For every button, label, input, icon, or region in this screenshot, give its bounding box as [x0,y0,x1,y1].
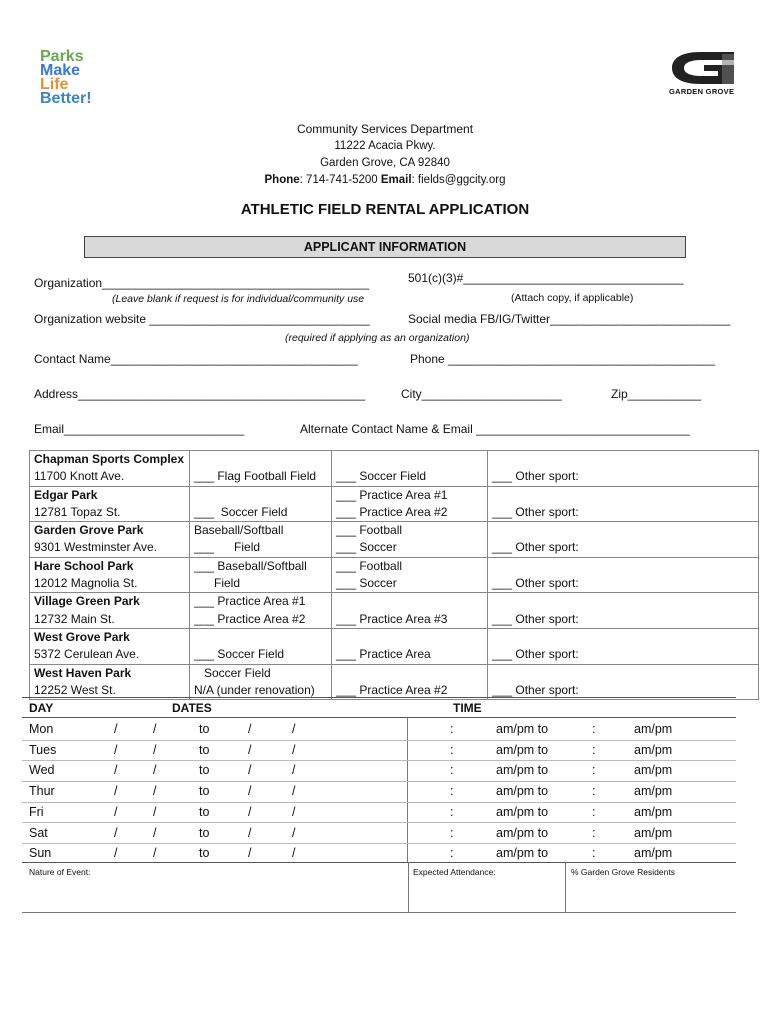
logo-line: Better! [40,90,92,107]
facility-option: ___ Other sport: [492,504,579,519]
ampm-to-label: am/pm to [496,825,549,840]
department-address: 11222 Acacia Pkwy. [334,140,436,152]
city-field[interactable]: City_____________________ [401,387,562,401]
park-cell [30,628,190,664]
logo-line: Life [40,76,69,93]
time-colon: : [592,825,596,840]
facility-col1[interactable] [190,557,332,593]
facility-col1[interactable] [190,628,332,664]
facility-option [194,451,327,468]
page-title: ATHLETIC FIELD RENTAL APPLICATION [240,201,530,218]
time-colon: : [450,784,454,799]
date-slash: / [248,763,252,778]
time-colon: : [450,846,454,861]
time-colon: : [592,784,596,799]
section-header: APPLICANT INFORMATION [84,236,686,258]
time-colon: : [450,742,454,757]
park-name: West Grove Park [34,629,130,644]
facility-col3[interactable] [488,628,759,664]
expected-attendance-field[interactable]: Expected Attendance: [413,867,496,877]
email-label: Email [380,174,412,186]
to-label: to [199,742,210,757]
park-name: Chapman Sports Complex [34,452,185,466]
garden-grove-logo-text: GARDEN GROVE [669,87,735,96]
to-label: to [199,846,210,861]
facility-option [336,665,483,682]
ampm-label: am/pm [634,846,673,861]
email-field[interactable]: Email___________________________ [34,422,245,436]
garden-grove-g-logo-icon [670,50,736,86]
schedule-row[interactable] [29,803,737,823]
date-slash: / [248,722,252,736]
organization-website-field[interactable]: Organization website _________________________________ [34,312,370,326]
facility-option: ___ Soccer Field [194,647,285,662]
ampm-to-label: am/pm to [496,722,549,736]
facility-col3[interactable] [488,664,759,700]
facility-option [194,487,327,504]
facility-col2[interactable] [332,593,488,629]
facility-col2[interactable] [332,628,488,664]
facility-option: ___ Practice Area #2 [336,504,448,519]
park-row [30,451,759,487]
facility-option [492,558,754,575]
ampm-to-label: am/pm to [496,742,549,757]
day-label: Sat [29,825,48,840]
date-slash: / [248,846,252,861]
facility-option: ___ Practice Area #3 [336,611,448,626]
column-divider [408,862,409,912]
date-slash: / [292,722,296,736]
day-header: DAY [29,701,54,715]
facility-col2[interactable] [332,486,488,522]
facility-option: ___ Field [194,540,261,555]
park-cell [30,557,190,593]
facility-option: ___ Practice Area #1 [194,594,306,609]
organization-field[interactable]: Organization________________________________________ [34,276,369,290]
facility-option: ___ Other sport: [492,682,579,697]
park-name: Edgar Park [34,487,98,502]
divider [22,697,736,698]
ampm-label: am/pm [634,784,673,799]
nonprofit-note: (Attach copy, if applicable) [511,292,634,304]
facility-option: ___ Other sport: [492,540,579,555]
park-address: 12252 West St. [34,682,116,697]
facility-col3[interactable] [488,557,759,593]
park-cell [30,664,190,700]
date-slash: / [114,825,118,840]
park-name: Village Green Park [34,594,140,609]
department-name: Community Services Department [296,122,474,136]
park-address: 9301 Westminster Ave. [34,540,157,555]
time-colon: : [592,742,596,757]
address-field[interactable]: Address___________________________________________ [34,387,365,401]
facility-option: ___ Other sport: [492,469,579,484]
to-label: to [199,825,210,840]
facility-option [492,665,754,682]
phone-value: : 714-741-5200 [299,174,381,186]
date-slash: / [153,825,157,840]
logo-line: Make [40,62,81,79]
facility-option: ___ Football [336,523,403,538]
day-label: Fri [29,804,44,819]
facility-col3[interactable] [488,486,759,522]
park-row [30,557,759,593]
facility-option: ___ Practice Area [336,647,431,662]
date-slash: / [153,742,157,757]
schedule-row[interactable] [29,761,737,781]
date-slash: / [114,784,118,799]
to-label: to [199,784,210,799]
facility-option [336,593,483,610]
park-row [30,522,759,558]
date-slash: / [153,846,157,861]
park-row [30,593,759,629]
time-colon: : [450,722,454,736]
facility-option: ___ Football [336,558,403,573]
park-cell [30,593,190,629]
date-slash: / [114,763,118,778]
facility-option [336,629,483,646]
facility-option: N/A (under renovation) [194,682,315,697]
park-name: Garden Grove Park [34,523,144,538]
facility-option: ___ Baseball/Softball [194,558,307,573]
facility-col2[interactable] [332,664,488,700]
facility-option: ___ Soccer Field [194,504,288,519]
date-slash: / [153,804,157,819]
to-label: to [199,722,210,736]
parks-make-life-better-logo [40,50,92,106]
date-slash: / [248,825,252,840]
facility-col2[interactable] [332,451,488,487]
park-address: 12781 Topaz St. [34,504,121,519]
facility-option [336,451,483,468]
day-label: Sun [29,846,52,861]
facility-col1[interactable] [190,593,332,629]
facility-option [492,487,754,504]
organization-note: (Leave blank if request is for individual/community use [112,293,365,305]
schedule-row[interactable] [29,741,737,761]
park-row [30,628,759,664]
facility-option [492,522,754,539]
ampm-label: am/pm [634,742,673,757]
park-address: 5372 Cerulean Ave. [34,647,140,662]
time-colon: : [450,763,454,778]
date-slash: / [292,784,296,799]
facility-option [492,451,754,468]
day-label: Tues [29,742,57,757]
park-address: 12012 Magnolia St. [34,576,138,591]
facility-col2[interactable] [332,557,488,593]
park-cell [30,522,190,558]
divider [22,717,736,718]
facility-option: Baseball/Softball [194,523,284,538]
facility-option: ___ Practice Area #1 [336,487,448,502]
day-label: Mon [29,722,54,736]
phone-label: Phone [264,174,300,186]
ampm-to-label: am/pm to [496,784,549,799]
park-facility-table [29,450,759,700]
email-value: : fields@ggcity.org [411,174,506,186]
date-slash: / [114,804,118,819]
facility-option: ___ Practice Area #2 [194,611,306,626]
to-label: to [199,763,210,778]
ampm-label: am/pm [634,722,673,736]
date-slash: / [153,784,157,799]
date-slash: / [292,846,296,861]
contact-line [0,174,770,186]
to-label: to [199,804,210,819]
facility-option: Soccer Field [194,665,271,680]
date-slash: / [292,804,296,819]
facility-option: ___ Soccer [336,540,397,555]
park-address: 12732 Main St. [34,611,115,626]
phone-field[interactable]: Phone ________________________________________ [410,352,715,366]
time-colon: : [592,722,596,736]
time-colon: : [450,804,454,819]
time-colon: : [592,763,596,778]
alternate-contact-field[interactable]: Alternate Contact Name & Email ________________________________ [300,422,690,436]
facility-col3[interactable] [488,522,759,558]
contact-name-field[interactable]: Contact Name_____________________________________ [34,352,358,366]
ampm-label: am/pm [634,763,673,778]
footer-fields [22,862,736,913]
facility-col3[interactable] [488,593,759,629]
date-slash: / [248,742,252,757]
date-slash: / [114,722,118,736]
facility-option [492,629,754,646]
facility-option: ___ Other sport: [492,576,579,591]
facility-option: ___ Other sport: [492,647,579,662]
ampm-to-label: am/pm to [496,763,549,778]
divider [22,862,736,863]
facility-col2[interactable] [332,522,488,558]
zip-field[interactable]: Zip___________ [611,387,702,401]
date-slash: / [114,742,118,757]
time-colon: : [450,825,454,840]
facility-col1[interactable] [190,522,332,558]
ampm-to-label: am/pm to [496,846,549,861]
time-header: TIME [453,701,482,715]
facility-col3[interactable] [488,451,759,487]
park-address: 11700 Knott Ave. [34,469,125,484]
ampm-label: am/pm [634,804,673,819]
facility-option: ___ Flag Football Field [194,469,317,484]
time-colon: : [592,846,596,861]
day-label: Thur [29,784,55,799]
nonprofit-number-field[interactable]: 501(c)(3)#_________________________________ [408,271,684,285]
ampm-to-label: am/pm to [496,804,549,819]
column-divider [565,862,566,912]
park-name: West Haven Park [34,665,132,680]
day-label: Wed [29,763,55,778]
facility-option: ___ Soccer Field [336,469,427,484]
park-cell [30,486,190,522]
ampm-label: am/pm [634,825,673,840]
park-name: Hare School Park [34,558,134,573]
facility-option: ___ Practice Area #2 [336,682,448,697]
facility-option [194,629,327,646]
date-slash: / [114,846,118,861]
facility-col1[interactable] [190,664,332,700]
date-slash: / [292,763,296,778]
required-note: (required if applying as an organization) [285,332,470,344]
logo-line: Parks [40,48,84,65]
schedule-row[interactable] [29,824,737,844]
date-slash: / [153,722,157,736]
date-slash: / [292,742,296,757]
facility-option [492,593,754,610]
date-slash: / [248,804,252,819]
facility-option: ___ Soccer [336,576,397,591]
park-cell [30,451,190,487]
facility-option: Field [194,576,241,591]
facility-col1[interactable] [190,451,332,487]
park-row [30,664,759,700]
social-media-field[interactable]: Social media FB/IG/Twitter___________________________ [408,312,731,326]
facility-col1[interactable] [190,486,332,522]
dates-header: DATES [172,701,212,715]
residents-percent-field[interactable]: % Garden Grove Residents [571,867,675,877]
schedule-row[interactable] [29,720,737,740]
date-slash: / [153,763,157,778]
park-row [30,486,759,522]
facility-option: ___ Other sport: [492,611,579,626]
schedule-row[interactable] [29,782,737,802]
nature-of-event-field[interactable]: Nature of Event: [29,867,91,877]
date-slash: / [248,784,252,799]
time-colon: : [592,804,596,819]
department-city: Garden Grove, CA 92840 [320,157,450,169]
date-slash: / [292,825,296,840]
